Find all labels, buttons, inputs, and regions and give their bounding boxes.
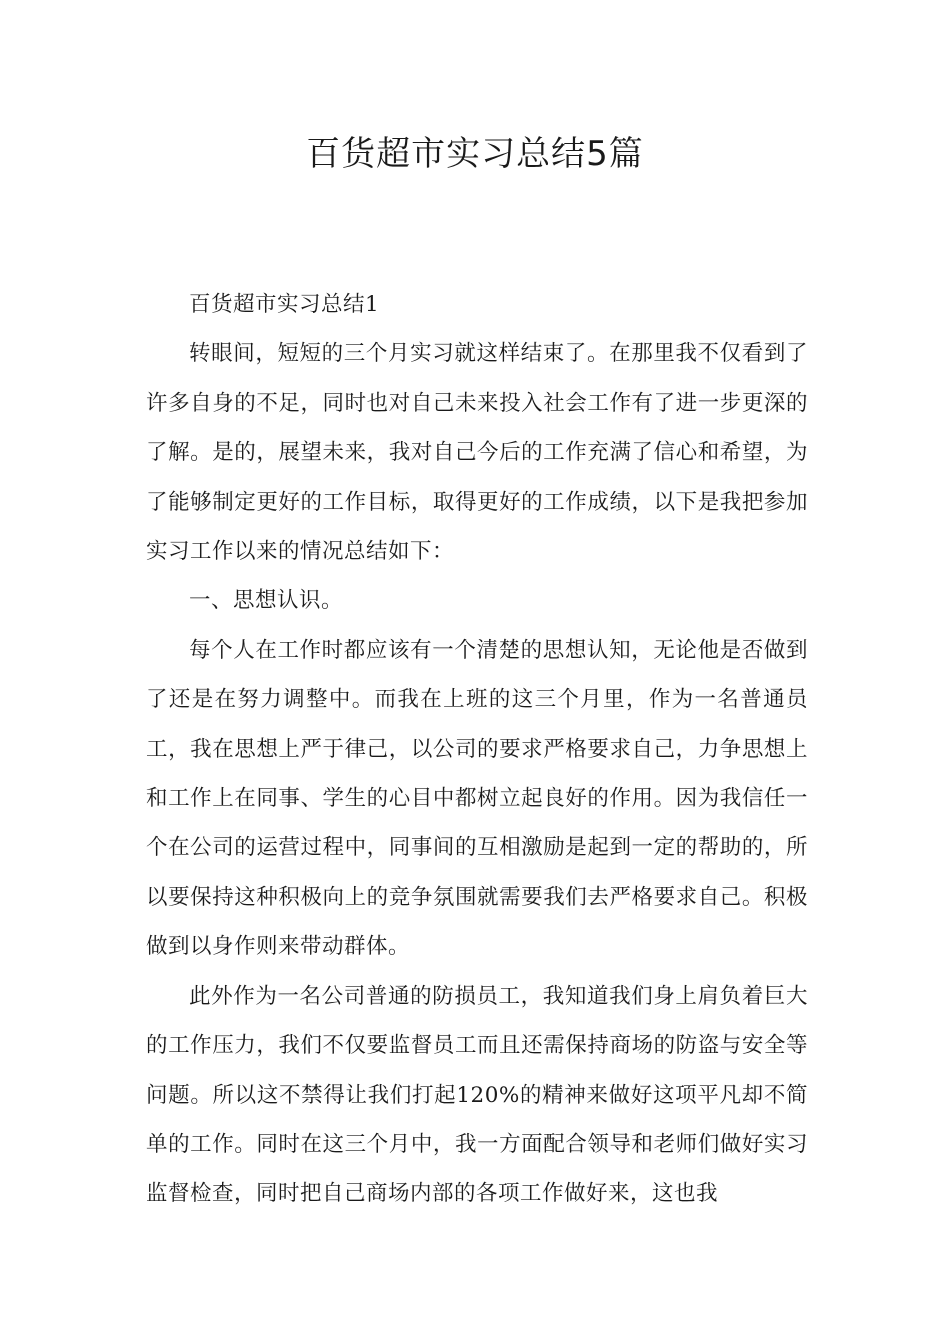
paragraph: 转眼间，短短的三个月实习就这样结束了。在那里我不仅看到了许多自身的不足，同时也对自己未来投入社会工作有了进一步更深的了解。是的，展望未来，我对自己今后的工作充满了信心和希望，为了能够制定更好的工作目标，取得更好的工作成绩，以下是我把参加实习工作以来的情况总结如下： bbox=[146, 341, 808, 565]
subsection-heading: 一、思想认识。 bbox=[189, 588, 344, 614]
document-title: 百货超市实习总结5篇 bbox=[306, 134, 644, 174]
paragraph: 此外作为一名公司普通的防损员工，我知道我们身上肩负着巨大的工作压力，我们不仅要监督员工而且还需保持商场的防盗与安全等问题。所以这不禁得让我们打起120%的精神来做好这项平凡却不简单的工作。同时在这三个月中，我一方面配合领导和老师们做好实习监督检查，同时把自己商场内部的各项工作做好来，这也我 bbox=[146, 983, 808, 1207]
paragraph: 每个人在工作时都应该有一个清楚的思想认知，无论他是否做到了还是在努力调整中。而我在上班的这三个月里，作为一名普通员工，我在思想上严于律己，以公司的要求严格要求自己，力争思想上和工作上在同事、学生的心目中都树立起良好的作用。因为我信任一个在公司的运营过程中，同事间的互相激励是起到一定的帮助的，所以要保持这种积极向上的竞争氛围就需要我们去严格要求自己。积极做到以身作则来带动群体。 bbox=[146, 637, 808, 960]
section-heading: 百货超市实习总结1 bbox=[189, 292, 380, 317]
document-body bbox=[146, 280, 808, 1219]
